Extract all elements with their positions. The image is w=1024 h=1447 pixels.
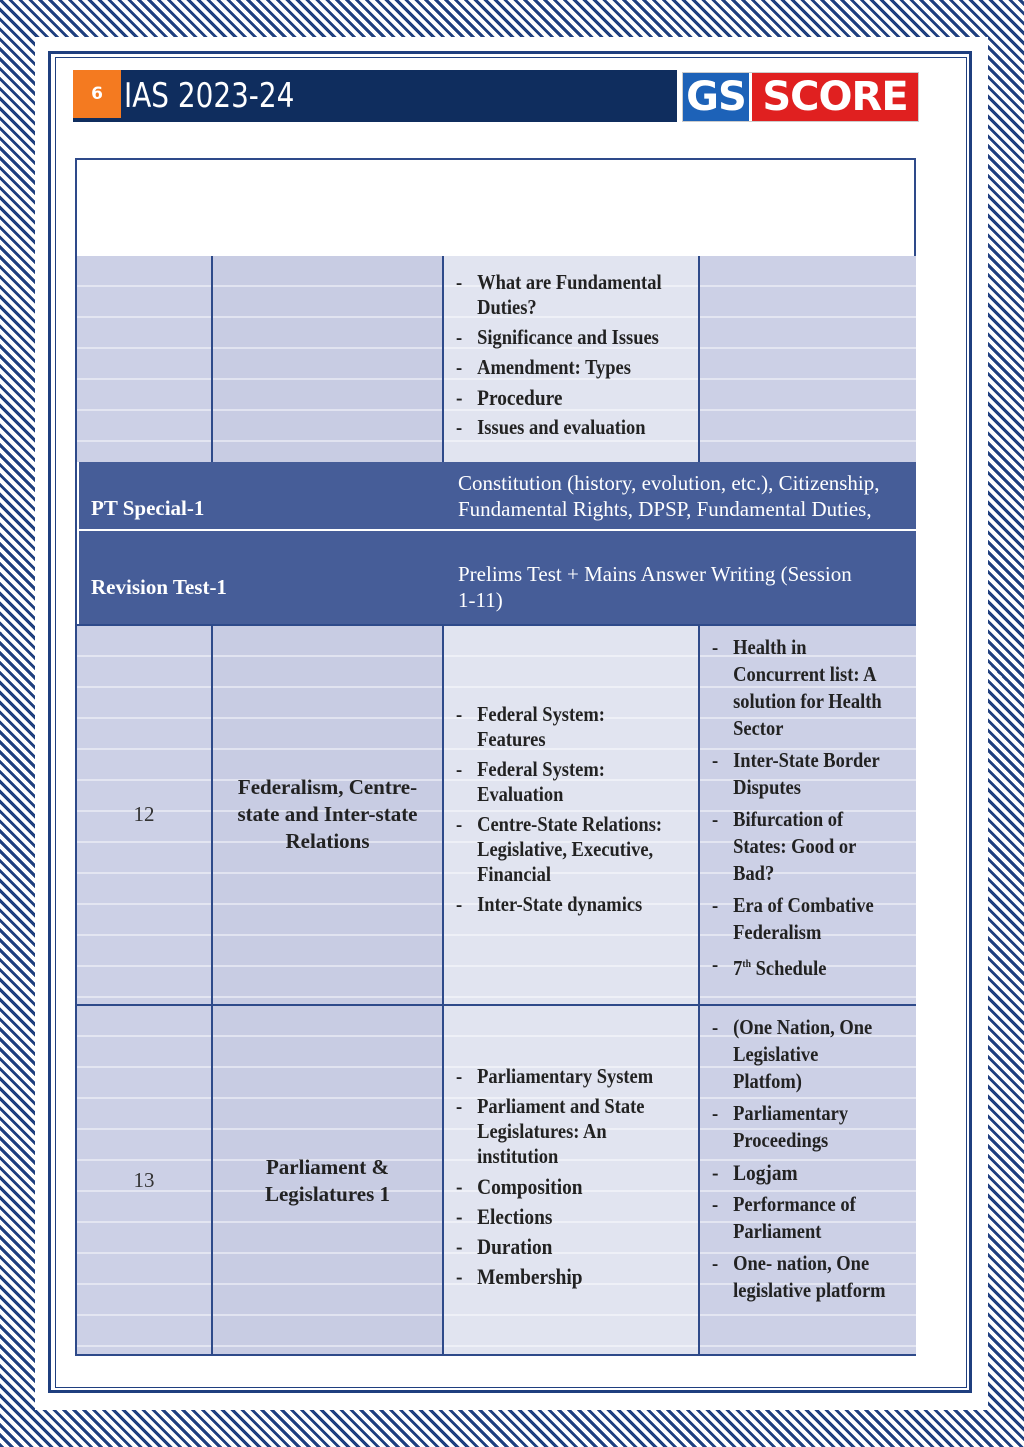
list-item: - Procedure (456, 385, 563, 410)
list-item: - Amendment: Types (456, 355, 631, 379)
list-item: - Centre-State Relations: Legislative, Executive, Financial (456, 812, 663, 886)
session-12-current-cell (700, 626, 916, 1004)
row-divider (77, 624, 916, 626)
list-item: - Federal System: Evaluation (456, 757, 605, 806)
list-item: - 7th Schedule (712, 952, 827, 980)
list-item: - Issues and evaluation (456, 415, 646, 439)
session-number: 13 (133, 1168, 155, 1192)
gs-score-logo (682, 72, 919, 122)
session-12-title-cell (213, 626, 442, 1004)
column-divider (698, 626, 700, 1354)
session-13-current-list (712, 1014, 912, 1309)
pt-special-description: Constitution (history, evolution, etc.), Citizenship, Fundamental Rights, DPSP, Fundamental Duties, (458, 471, 880, 521)
list-item: - Logjam (712, 1160, 798, 1185)
continued-topics-cell (444, 256, 698, 462)
schedule-table (75, 158, 916, 1356)
column-divider (211, 626, 213, 1354)
list-item: - (One Nation, One Legislative Platfom) (712, 1015, 873, 1093)
revision-test-band (79, 531, 916, 624)
list-item: - Bifurcation of States: Good or Bad? (712, 807, 856, 885)
session-12-current-list (712, 634, 912, 987)
session-title: Parliament & Legislatures 1 (264, 1155, 391, 1206)
list-item: - Parliament and State Legislatures: An institution (456, 1094, 645, 1168)
list-item: - Inter-State dynamics (456, 892, 643, 916)
list-item: - What are Fundamental Duties? (456, 270, 662, 319)
session-13-topics-cell (444, 1006, 698, 1354)
logo-gs: GS (683, 73, 749, 121)
session-title: Federalism, Centre-state and Inter-state Relations (237, 775, 418, 853)
list-item: - Performance of Parliament (712, 1192, 856, 1243)
list-item: - Inter-State Border Disputes (712, 748, 880, 799)
list-item: - Parliamentary System (456, 1064, 654, 1088)
session-13-topic-list (456, 1064, 696, 1294)
column-divider (442, 626, 444, 1354)
list-item: - Elections (456, 1204, 553, 1229)
logo-score: SCORE (752, 73, 918, 121)
revision-test-description: Prelims Test + Mains Answer Writing (Session 1-11) (458, 562, 852, 612)
continued-current-cell (700, 256, 916, 462)
session-number: 12 (133, 802, 155, 826)
list-item: - Era of Combative Federalism (712, 893, 874, 944)
list-item: - Significance and Issues (456, 325, 659, 349)
session-12-number-cell (77, 626, 211, 1004)
column-divider (211, 256, 213, 462)
column-divider (698, 256, 700, 462)
list-item: - Health in Concurrent list: A solution for Health Sector (712, 635, 882, 740)
pt-special-band (79, 462, 916, 529)
page-number: 6 (73, 70, 121, 118)
list-item: - Composition (456, 1174, 583, 1199)
session-13-title-cell (213, 1006, 442, 1354)
revision-test-label: Revision Test-1 (91, 575, 227, 599)
list-item: - One- nation, One legislative platform (712, 1251, 886, 1302)
list-item: - Duration (456, 1234, 553, 1259)
session-13-current-cell (700, 1006, 916, 1354)
session-12-topics-cell (444, 626, 698, 1004)
column-divider (442, 256, 444, 462)
pt-special-label: PT Special-1 (91, 496, 205, 520)
header-title: IAS 2023-24 (124, 76, 295, 116)
list-item: - Parliamentary Proceedings (712, 1101, 849, 1152)
continued-topic-list (456, 270, 696, 445)
row-divider (77, 1004, 916, 1006)
continued-session-cell (77, 256, 211, 462)
session-13-number-cell (77, 1006, 211, 1354)
session-12-topic-list (456, 702, 696, 922)
list-item: - Membership (456, 1264, 583, 1289)
list-item: - Federal System: Features (456, 702, 605, 751)
continued-title-cell (213, 256, 442, 462)
